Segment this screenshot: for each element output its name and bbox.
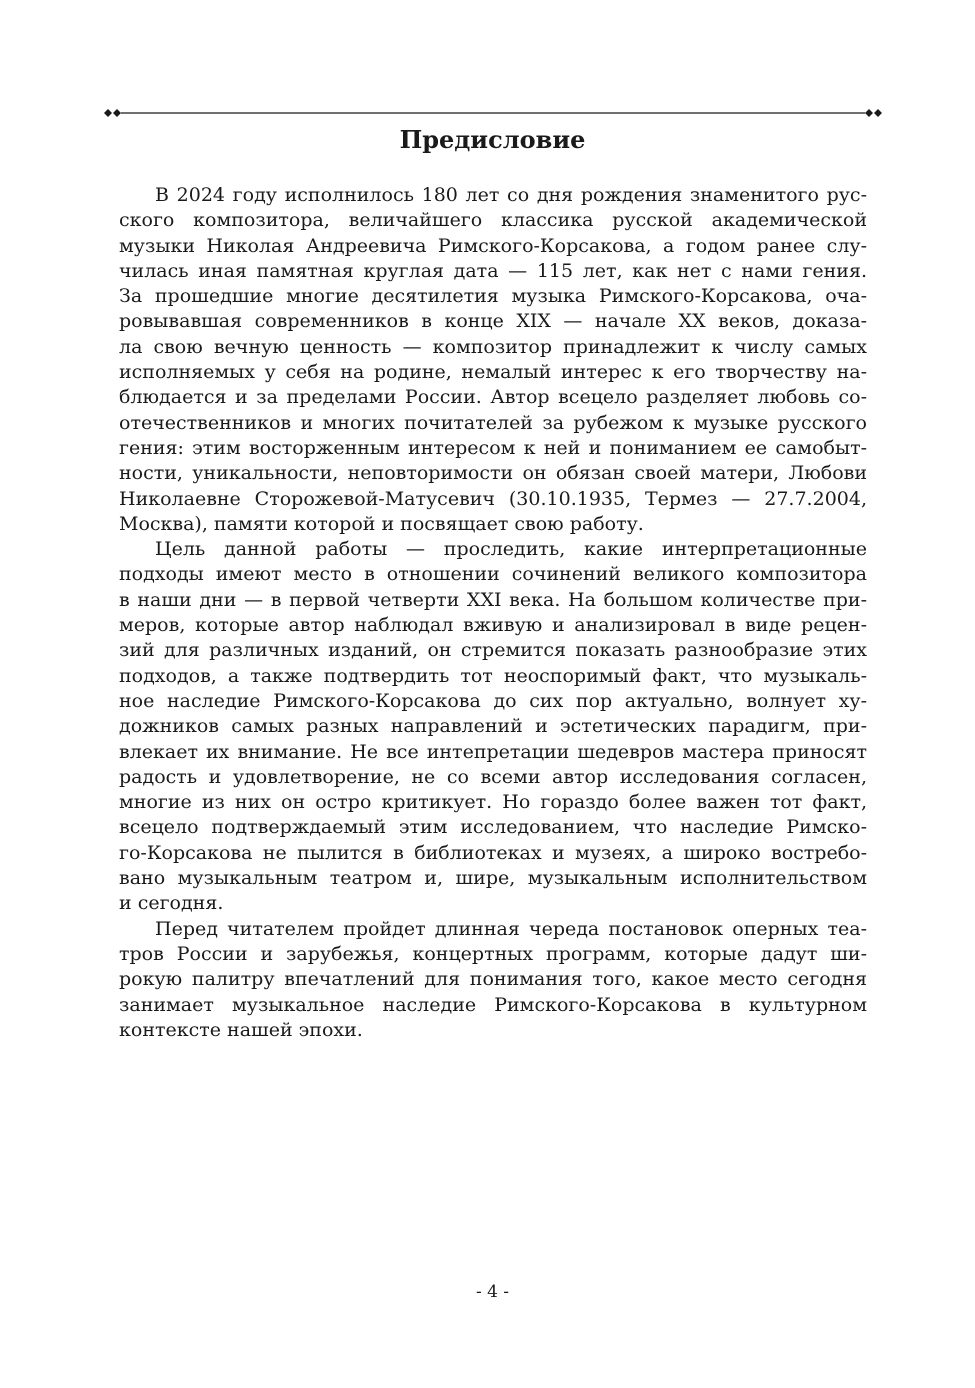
text-line: тров России и зарубежья, концертных программ, которые дадут ши- (119, 942, 867, 965)
text-line: Перед читателем пройдет длинная череда постановок оперных теа- (155, 917, 867, 940)
paragraph-3 (119, 917, 867, 1043)
text-line: ла свою вечную ценность — композитор принадлежит к числу самых (119, 335, 867, 358)
text-line: блюдается и за пределами России. Автор всецело разделяет любовь со- (119, 386, 867, 409)
text-line: В 2024 году исполнилось 180 лет со дня рождения знаменитого рус- (155, 184, 867, 206)
text-line: дожников самых разных направлений и эстетических парадигм, при- (119, 715, 867, 738)
text-line: занимает музыкальное наследие Римского-Корсакова в культурном (119, 993, 867, 1016)
text-line: го-Корсакова не пылится в библиотеках и музеях, а широко востребо- (119, 841, 867, 864)
text-line: влекает их внимание. Не все интепретации шедевров мастера приносят (119, 740, 867, 763)
text-line: подходы имеют место в отношении сочинений великого композитора (119, 563, 867, 586)
text-line: подходов, а также подтвердить тот неоспоримый факт, что музыкаль- (119, 664, 867, 687)
text-line: Москва), памяти которой и посвящает свою работу. (119, 512, 644, 535)
text-line: всецело подтверждаемый этим исследованием, что наследие Римско- (119, 816, 867, 839)
text-line: в наши дни — в первой четверти XXI века. На большом количестве при- (119, 588, 867, 611)
text-line: вано музыкальным театром и, шире, музыкальным исполнительством (119, 867, 867, 890)
paragraph-2 (119, 537, 867, 916)
text-line: исполняемых у себя на родине, немалый интерес к его творчеству на- (119, 361, 867, 384)
text-line: меров, которые автор наблюдал вживую и анализировал в виде рецен- (119, 614, 867, 637)
text-line: ского композитора, величайшего классика русской академической (119, 209, 867, 232)
page-title: Предисловие (399, 125, 586, 154)
text-line: музыки Николая Андреевича Римского-Корсакова, а годом ранее слу- (119, 234, 867, 257)
text-line: ровывавшая современников в конце XIX — начале XX веков, доказа- (119, 310, 867, 333)
page-number: - 4 - (475, 1282, 510, 1302)
text-line: Николаевне Сторожевой-Матусевич (30.10.1935, Термез — 27.7.2004, (119, 487, 867, 510)
text-line: чилась иная памятная круглая дата — 115 лет, как нет с нами гения. (119, 259, 867, 282)
text-line: За прошедшие многие десятилетия музыка Римского-Корсакова, оча- (119, 285, 867, 308)
text-line: многие из них он остро критикует. Но гораздо более важен тот факт, (119, 791, 867, 814)
text-line: ности, уникальности, неповторимости он обязан своей матери, Любови (119, 462, 867, 485)
text-line: ное наследие Римского-Корсакова до сих пор актуально, волнует ху- (119, 689, 867, 712)
text-line: зий для различных изданий, он стремится показать разнообразие этих (119, 639, 867, 662)
body-text (119, 183, 867, 1043)
text-line: рокую палитру впечатлений для понимания того, какое место сегодня (119, 968, 867, 991)
text-line: Цель данной работы — проследить, какие интерпретационные (155, 538, 867, 561)
text-line: и сегодня. (119, 892, 224, 915)
paragraph-1 (119, 183, 867, 537)
text-line: контексте нашей эпохи. (119, 1018, 363, 1041)
header-ornament-rule (104, 106, 882, 120)
text-line: отечественников и многих почитателей за рубежом к музыке русского (119, 411, 867, 434)
text-line: гения: этим восторженным интересом к ней и пониманием ее самобыт- (119, 436, 867, 459)
text-line: радость и удовлетворение, не со всеми автор исследования согласен, (119, 765, 867, 788)
